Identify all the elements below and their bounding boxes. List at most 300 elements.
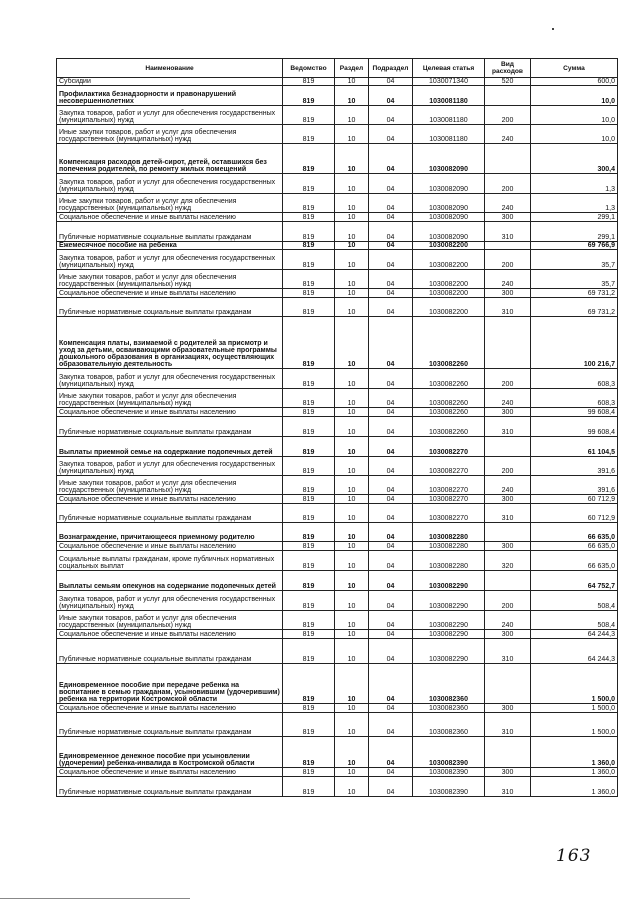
row-subsection: 04 [369, 289, 413, 298]
row-name: Ежемесячное пособие на ребенка [57, 242, 283, 250]
row-section: 10 [335, 495, 369, 504]
row-name: Социальные выплаты гражданам, кроме публичных нормативных социальных выплат [57, 551, 283, 571]
row-name: Социальное обеспечение и иные выплаты населению [57, 704, 283, 713]
row-target-article: 1030082280 [413, 542, 485, 551]
row-amount: 1 500,0 [531, 713, 618, 737]
row-name: Единовременное денежное пособие при усыновлении (удочерении) ребенка-инвалида в Костромской области [57, 737, 283, 768]
row-target-article: 1030082360 [413, 713, 485, 737]
row-target-article: 1030081180 [413, 106, 485, 125]
row-target-article: 1030082090 [413, 222, 485, 242]
row-subsection: 04 [369, 213, 413, 222]
row-name: Публичные нормативные социальные выплаты гражданам [57, 777, 283, 797]
row-target-article: 1030081180 [413, 86, 485, 106]
table-row [57, 144, 618, 174]
row-expense-type: 240 [485, 611, 531, 630]
row-amount: 508,4 [531, 591, 618, 611]
row-subsection: 04 [369, 523, 413, 542]
row-section: 10 [335, 664, 369, 704]
row-expense-type: 310 [485, 713, 531, 737]
row-name: Публичные нормативные социальные выплаты гражданам [57, 713, 283, 737]
table-row [57, 639, 618, 664]
row-subsection: 04 [369, 242, 413, 250]
row-subsection: 04 [369, 768, 413, 777]
row-expense-type [485, 523, 531, 542]
row-subsection: 04 [369, 222, 413, 242]
row-target-article: 1030082290 [413, 611, 485, 630]
row-department: 819 [283, 213, 335, 222]
row-amount: 61 104,5 [531, 437, 618, 457]
row-amount: 600,0 [531, 78, 618, 86]
header-name: Наименование [57, 59, 283, 78]
table-row [57, 504, 618, 523]
table-row [57, 551, 618, 571]
row-department: 819 [283, 611, 335, 630]
row-section: 10 [335, 270, 369, 289]
table-row [57, 213, 618, 222]
row-target-article: 1030082260 [413, 369, 485, 389]
row-amount: 60 712,9 [531, 495, 618, 504]
row-department: 819 [283, 713, 335, 737]
row-amount: 391,6 [531, 457, 618, 476]
row-target-article: 1030082200 [413, 289, 485, 298]
row-subsection: 04 [369, 270, 413, 289]
row-subsection: 04 [369, 737, 413, 768]
table-row [57, 704, 618, 713]
row-amount: 66 635,0 [531, 542, 618, 551]
row-section: 10 [335, 713, 369, 737]
row-amount: 299,1 [531, 213, 618, 222]
row-section: 10 [335, 125, 369, 144]
row-section: 10 [335, 777, 369, 797]
row-expense-type: 240 [485, 194, 531, 213]
table-row [57, 571, 618, 591]
row-expense-type [485, 144, 531, 174]
row-target-article: 1030082090 [413, 144, 485, 174]
row-subsection: 04 [369, 777, 413, 797]
row-expense-type [485, 664, 531, 704]
row-expense-type: 240 [485, 389, 531, 408]
row-amount: 100 216,7 [531, 317, 618, 369]
row-name: Иные закупки товаров, работ и услуг для обеспечения государственных (муниципальных) нужд [57, 194, 283, 213]
row-name: Закупка товаров, работ и услуг для обеспечения государственных (муниципальных) нужд [57, 457, 283, 476]
row-target-article: 1030082260 [413, 389, 485, 408]
row-subsection: 04 [369, 630, 413, 639]
row-expense-type [485, 437, 531, 457]
row-subsection: 04 [369, 250, 413, 270]
row-target-article: 1030082260 [413, 408, 485, 417]
row-name: Закупка товаров, работ и услуг для обеспечения государственных (муниципальных) нужд [57, 250, 283, 270]
row-name: Социальное обеспечение и иные выплаты населению [57, 289, 283, 298]
row-department: 819 [283, 630, 335, 639]
row-section: 10 [335, 106, 369, 125]
row-department: 819 [283, 298, 335, 317]
row-amount: 69 731,2 [531, 298, 618, 317]
row-expense-type: 310 [485, 417, 531, 437]
row-section: 10 [335, 86, 369, 106]
handwritten-page-number: 163 [556, 846, 592, 866]
row-target-article: 1030082270 [413, 457, 485, 476]
row-department: 819 [283, 571, 335, 591]
table-row [57, 476, 618, 495]
table-row [57, 125, 618, 144]
row-amount: 10,0 [531, 125, 618, 144]
row-section: 10 [335, 78, 369, 86]
row-subsection: 04 [369, 125, 413, 144]
row-section: 10 [335, 369, 369, 389]
table-row [57, 289, 618, 298]
row-expense-type [485, 242, 531, 250]
table-row [57, 457, 618, 476]
table-row [57, 389, 618, 408]
row-subsection: 04 [369, 298, 413, 317]
row-amount: 1 360,0 [531, 768, 618, 777]
row-name: Закупка товаров, работ и услуг для обеспечения государственных (муниципальных) нужд [57, 591, 283, 611]
row-target-article: 1030082260 [413, 417, 485, 437]
row-expense-type: 300 [485, 289, 531, 298]
row-amount: 1 500,0 [531, 704, 618, 713]
row-name: Социальное обеспечение и иные выплаты населению [57, 768, 283, 777]
row-expense-type: 300 [485, 408, 531, 417]
row-section: 10 [335, 768, 369, 777]
budget-table [56, 58, 618, 797]
row-subsection: 04 [369, 417, 413, 437]
row-name: Социальное обеспечение и иные выплаты населению [57, 495, 283, 504]
row-expense-type [485, 737, 531, 768]
row-target-article: 1030071340 [413, 78, 485, 86]
row-department: 819 [283, 437, 335, 457]
row-target-article: 1030082200 [413, 298, 485, 317]
table-row [57, 417, 618, 437]
row-department: 819 [283, 495, 335, 504]
row-amount: 66 635,0 [531, 523, 618, 542]
row-department: 819 [283, 174, 335, 194]
table-row [57, 523, 618, 542]
row-amount: 1,3 [531, 174, 618, 194]
table-row [57, 194, 618, 213]
row-name: Публичные нормативные социальные выплаты гражданам [57, 222, 283, 242]
row-name: Компенсация расходов детей-сирот, детей, оставшихся без попечения родителей, по ремонту жилых помещений [57, 144, 283, 174]
row-department: 819 [283, 737, 335, 768]
row-department: 819 [283, 389, 335, 408]
row-name: Иные закупки товаров, работ и услуг для обеспечения государственных (муниципальных) нужд [57, 611, 283, 630]
row-expense-type: 200 [485, 106, 531, 125]
row-target-article: 1030082200 [413, 250, 485, 270]
table-row [57, 768, 618, 777]
row-department: 819 [283, 664, 335, 704]
row-expense-type: 310 [485, 777, 531, 797]
row-name: Выплаты семьям опекунов на содержание подопечных детей [57, 571, 283, 591]
row-amount: 66 635,0 [531, 551, 618, 571]
row-expense-type [485, 86, 531, 106]
row-expense-type: 240 [485, 476, 531, 495]
row-section: 10 [335, 144, 369, 174]
row-department: 819 [283, 222, 335, 242]
row-expense-type: 310 [485, 504, 531, 523]
row-expense-type: 300 [485, 542, 531, 551]
scan-edge-line [0, 898, 190, 899]
table-header-row [57, 59, 618, 78]
row-name: Социальное обеспечение и иные выплаты населению [57, 408, 283, 417]
header-target-article: Целевая статья [413, 59, 485, 78]
row-department: 819 [283, 457, 335, 476]
row-section: 10 [335, 542, 369, 551]
table-row [57, 222, 618, 242]
row-expense-type: 300 [485, 768, 531, 777]
scan-speck [552, 28, 554, 30]
table-row [57, 437, 618, 457]
row-name: Публичные нормативные социальные выплаты гражданам [57, 504, 283, 523]
row-section: 10 [335, 457, 369, 476]
row-target-article: 1030082090 [413, 213, 485, 222]
row-target-article: 1030082270 [413, 504, 485, 523]
row-department: 819 [283, 704, 335, 713]
table-row [57, 664, 618, 704]
row-amount: 64 244,3 [531, 639, 618, 664]
row-subsection: 04 [369, 591, 413, 611]
row-amount: 10,0 [531, 86, 618, 106]
row-target-article: 1030082090 [413, 194, 485, 213]
row-subsection: 04 [369, 504, 413, 523]
row-subsection: 04 [369, 174, 413, 194]
row-department: 819 [283, 242, 335, 250]
row-name: Закупка товаров, работ и услуг для обеспечения государственных (муниципальных) нужд [57, 174, 283, 194]
row-section: 10 [335, 476, 369, 495]
row-department: 819 [283, 250, 335, 270]
row-name: Иные закупки товаров, работ и услуг для обеспечения государственных (муниципальных) нужд [57, 476, 283, 495]
row-subsection: 04 [369, 369, 413, 389]
row-name: Единовременное пособие при передаче ребенка на воспитание в семью гражданам, усыновившим (удочерившим) ребенка на территории Костромской области [57, 664, 283, 704]
row-section: 10 [335, 194, 369, 213]
row-expense-type: 200 [485, 250, 531, 270]
row-target-article: 1030082290 [413, 571, 485, 591]
header-expense-type: Вид расходов [485, 59, 531, 78]
table-row [57, 86, 618, 106]
row-expense-type: 300 [485, 704, 531, 713]
row-target-article: 1030082290 [413, 591, 485, 611]
row-expense-type: 320 [485, 551, 531, 571]
row-amount: 391,6 [531, 476, 618, 495]
table-row [57, 78, 618, 86]
row-subsection: 04 [369, 86, 413, 106]
row-target-article: 1030082290 [413, 639, 485, 664]
row-section: 10 [335, 591, 369, 611]
row-name: Социальное обеспечение и иные выплаты населению [57, 630, 283, 639]
row-amount: 64 244,3 [531, 630, 618, 639]
row-name: Иные закупки товаров, работ и услуг для обеспечения государственных (муниципальных) нужд [57, 389, 283, 408]
table-row [57, 737, 618, 768]
row-subsection: 04 [369, 611, 413, 630]
row-subsection: 04 [369, 408, 413, 417]
table-row [57, 777, 618, 797]
row-section: 10 [335, 571, 369, 591]
row-expense-type: 200 [485, 369, 531, 389]
row-name: Публичные нормативные социальные выплаты гражданам [57, 639, 283, 664]
row-department: 819 [283, 476, 335, 495]
row-expense-type [485, 571, 531, 591]
row-section: 10 [335, 437, 369, 457]
row-amount: 69 766,9 [531, 242, 618, 250]
row-department: 819 [283, 504, 335, 523]
row-department: 819 [283, 317, 335, 369]
row-subsection: 04 [369, 389, 413, 408]
row-department: 819 [283, 591, 335, 611]
row-section: 10 [335, 408, 369, 417]
row-subsection: 04 [369, 106, 413, 125]
row-department: 819 [283, 270, 335, 289]
row-target-article: 1030082270 [413, 495, 485, 504]
table-row [57, 298, 618, 317]
row-section: 10 [335, 551, 369, 571]
row-department: 819 [283, 125, 335, 144]
row-section: 10 [335, 639, 369, 664]
row-amount: 1 500,0 [531, 664, 618, 704]
row-target-article: 1030082090 [413, 174, 485, 194]
row-subsection: 04 [369, 78, 413, 86]
header-department: Ведомство [283, 59, 335, 78]
row-expense-type: 300 [485, 495, 531, 504]
row-amount: 1 360,0 [531, 777, 618, 797]
row-target-article: 1030082390 [413, 768, 485, 777]
table-row [57, 369, 618, 389]
row-name: Закупка товаров, работ и услуг для обеспечения государственных (муниципальных) нужд [57, 106, 283, 125]
row-section: 10 [335, 417, 369, 437]
row-subsection: 04 [369, 713, 413, 737]
table-row [57, 106, 618, 125]
row-amount: 1,3 [531, 194, 618, 213]
row-target-article: 1030082200 [413, 242, 485, 250]
row-expense-type: 240 [485, 125, 531, 144]
row-expense-type: 200 [485, 174, 531, 194]
table-row [57, 611, 618, 630]
row-target-article: 1030082390 [413, 777, 485, 797]
row-expense-type: 300 [485, 630, 531, 639]
row-section: 10 [335, 611, 369, 630]
row-section: 10 [335, 389, 369, 408]
row-target-article: 1030082280 [413, 523, 485, 542]
row-target-article: 1030082270 [413, 437, 485, 457]
row-department: 819 [283, 86, 335, 106]
row-section: 10 [335, 317, 369, 369]
table-row [57, 630, 618, 639]
row-section: 10 [335, 222, 369, 242]
row-name: Компенсация платы, взимаемой с родителей за присмотр и уход за детьми, осваивающими образовательные программы дошкольного образования в организациях, осуществляющих образовательную деятельность [57, 317, 283, 369]
row-department: 819 [283, 417, 335, 437]
row-name: Профилактика безнадзорности и правонарушений несовершеннолетних [57, 86, 283, 106]
row-section: 10 [335, 523, 369, 542]
row-target-article: 1030082360 [413, 664, 485, 704]
row-subsection: 04 [369, 664, 413, 704]
table-row [57, 542, 618, 551]
table-row [57, 713, 618, 737]
header-amount: Сумма [531, 59, 618, 78]
row-amount: 60 712,9 [531, 504, 618, 523]
row-amount: 299,1 [531, 222, 618, 242]
row-department: 819 [283, 542, 335, 551]
row-subsection: 04 [369, 571, 413, 591]
row-amount: 608,3 [531, 369, 618, 389]
row-section: 10 [335, 704, 369, 713]
row-amount: 608,3 [531, 389, 618, 408]
row-target-article: 1030082260 [413, 317, 485, 369]
row-subsection: 04 [369, 476, 413, 495]
row-target-article: 1030082360 [413, 704, 485, 713]
row-amount: 35,7 [531, 250, 618, 270]
row-expense-type [485, 317, 531, 369]
row-expense-type: 240 [485, 270, 531, 289]
row-name: Закупка товаров, работ и услуг для обеспечения государственных (муниципальных) нужд [57, 369, 283, 389]
row-section: 10 [335, 737, 369, 768]
table-row [57, 408, 618, 417]
row-amount: 99 608,4 [531, 408, 618, 417]
row-expense-type: 310 [485, 639, 531, 664]
row-subsection: 04 [369, 194, 413, 213]
row-subsection: 04 [369, 639, 413, 664]
row-name: Иные закупки товаров, работ и услуг для обеспечения государственных (муниципальных) нужд [57, 125, 283, 144]
row-subsection: 04 [369, 542, 413, 551]
row-name: Социальное обеспечение и иные выплаты населению [57, 542, 283, 551]
row-section: 10 [335, 242, 369, 250]
row-expense-type: 520 [485, 78, 531, 86]
row-target-article: 1030082270 [413, 476, 485, 495]
row-department: 819 [283, 768, 335, 777]
header-subsection: Подраздел [369, 59, 413, 78]
row-expense-type: 200 [485, 457, 531, 476]
table-row [57, 242, 618, 250]
row-target-article: 1030082200 [413, 270, 485, 289]
row-name: Публичные нормативные социальные выплаты гражданам [57, 417, 283, 437]
row-department: 819 [283, 777, 335, 797]
row-name: Публичные нормативные социальные выплаты гражданам [57, 298, 283, 317]
row-section: 10 [335, 174, 369, 194]
row-target-article: 1030081180 [413, 125, 485, 144]
table-row [57, 317, 618, 369]
row-expense-type: 310 [485, 298, 531, 317]
table-row [57, 174, 618, 194]
row-department: 819 [283, 369, 335, 389]
row-subsection: 04 [369, 457, 413, 476]
table-body [57, 78, 618, 797]
row-name: Субсидии [57, 78, 283, 86]
row-subsection: 04 [369, 317, 413, 369]
row-name: Вознаграждение, причитающееся приемному родителю [57, 523, 283, 542]
row-section: 10 [335, 289, 369, 298]
row-target-article: 1030082290 [413, 630, 485, 639]
row-subsection: 04 [369, 551, 413, 571]
row-department: 819 [283, 551, 335, 571]
row-department: 819 [283, 78, 335, 86]
row-amount: 10,0 [531, 106, 618, 125]
row-amount: 508,4 [531, 611, 618, 630]
table-row [57, 270, 618, 289]
row-expense-type: 300 [485, 213, 531, 222]
row-amount: 99 608,4 [531, 417, 618, 437]
row-department: 819 [283, 106, 335, 125]
row-amount: 64 752,7 [531, 571, 618, 591]
row-name: Иные закупки товаров, работ и услуг для обеспечения государственных (муниципальных) нужд [57, 270, 283, 289]
row-department: 819 [283, 523, 335, 542]
row-target-article: 1030082280 [413, 551, 485, 571]
row-section: 10 [335, 504, 369, 523]
row-department: 819 [283, 408, 335, 417]
row-section: 10 [335, 250, 369, 270]
row-department: 819 [283, 194, 335, 213]
row-department: 819 [283, 289, 335, 298]
row-subsection: 04 [369, 437, 413, 457]
row-subsection: 04 [369, 704, 413, 713]
row-section: 10 [335, 213, 369, 222]
row-expense-type: 310 [485, 222, 531, 242]
row-section: 10 [335, 298, 369, 317]
